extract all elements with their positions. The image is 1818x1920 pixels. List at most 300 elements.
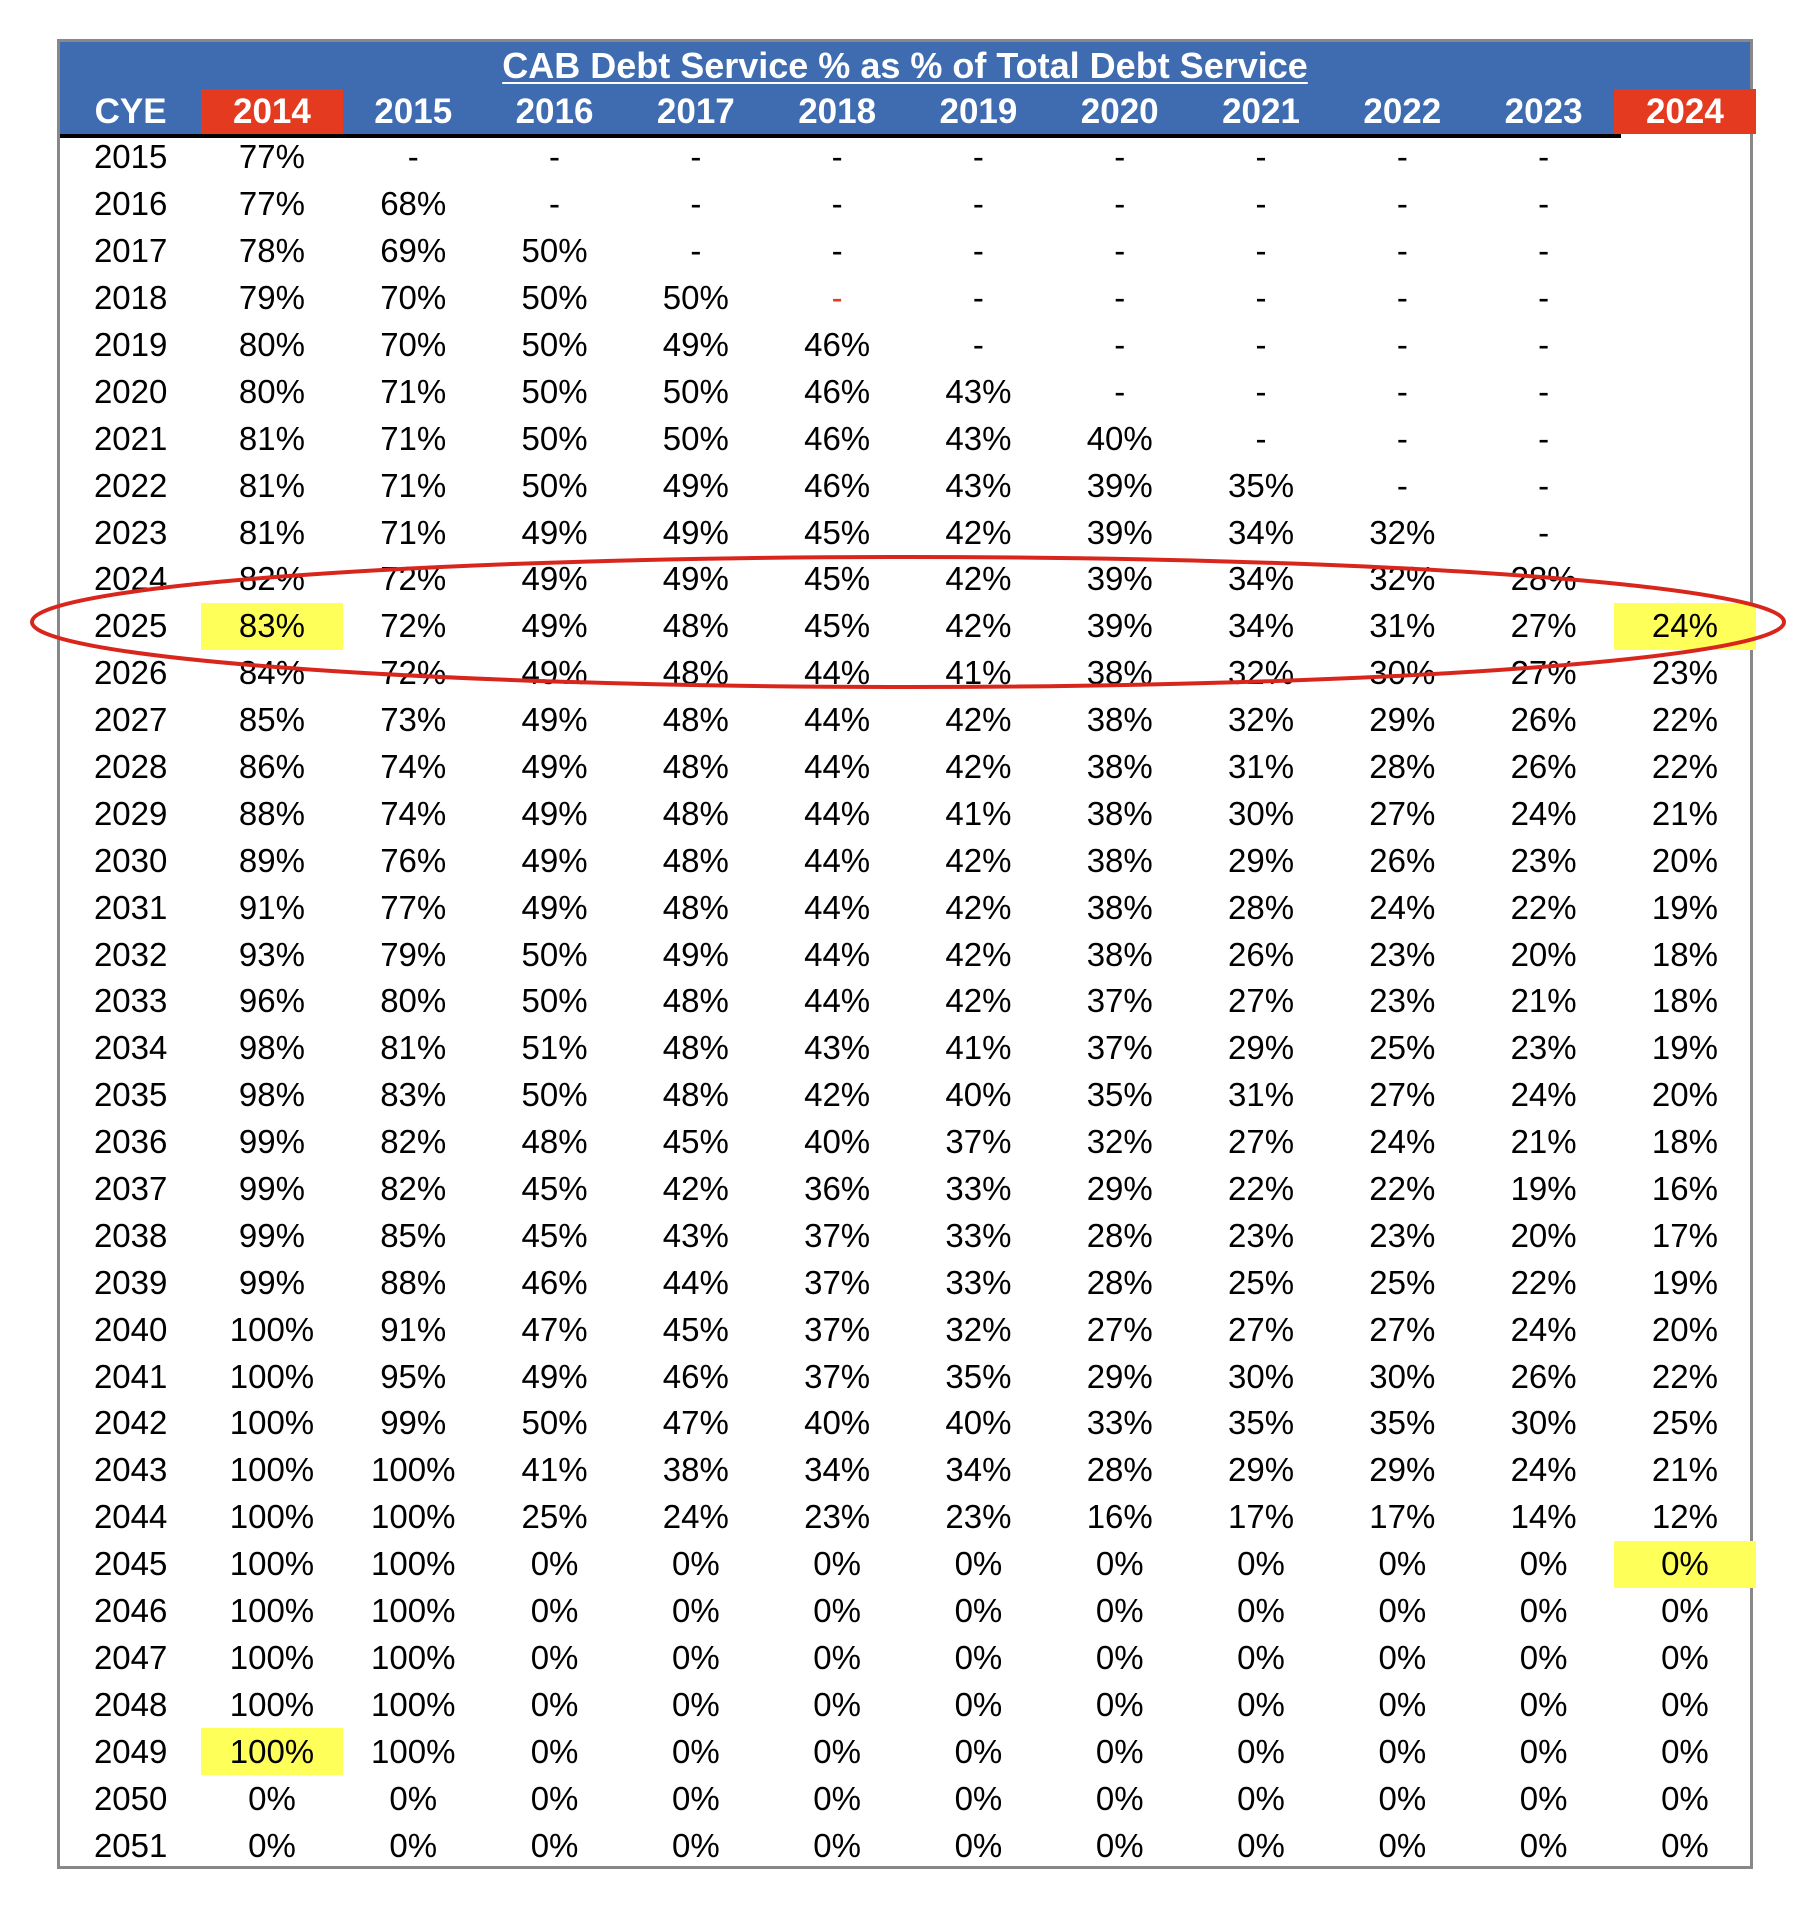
row-year: 2040	[93, 1310, 168, 1348]
table-cell: 38%	[1086, 841, 1153, 879]
table-cell: 22%	[1651, 1357, 1718, 1395]
table-cell: -	[972, 232, 984, 270]
table-cell: 25%	[1651, 1404, 1718, 1442]
table-cell: 0%	[671, 1592, 720, 1630]
table-row-2019	[60, 322, 1750, 369]
table-cell: -	[1255, 326, 1267, 363]
table-cell: 99%	[238, 1263, 305, 1301]
table-cell: -	[831, 185, 843, 223]
table-cell: 74%	[380, 794, 447, 832]
table-cell: 71%	[380, 419, 447, 457]
table-cell: 71%	[380, 466, 447, 504]
table-cell: 43%	[662, 1216, 729, 1254]
row-year: 2042	[93, 1404, 168, 1442]
row-year: 2047	[93, 1638, 168, 1676]
table-row-2037	[60, 1166, 1750, 1213]
table-row-2050	[60, 1775, 1750, 1822]
table-cell: 0%	[813, 1685, 861, 1723]
table-row-2023	[60, 509, 1750, 556]
table-cell: 44%	[804, 654, 871, 692]
table-cell: 29%	[1227, 1029, 1295, 1067]
table-cell: 69%	[380, 232, 447, 270]
row-year: 2050	[93, 1779, 168, 1817]
table-cell: -	[549, 138, 561, 176]
table-cell: 27%	[1227, 1310, 1295, 1348]
table-cell: 40%	[945, 1076, 1012, 1114]
table-cell: 72%	[380, 607, 447, 645]
table-cell: 28%	[1086, 1216, 1153, 1254]
table-cell: 0%	[248, 1826, 296, 1864]
table-cell: 0%	[1378, 1638, 1427, 1676]
table-cell: 33%	[1086, 1404, 1153, 1442]
table-cell: 48%	[662, 607, 729, 645]
table-cell: 45%	[662, 1123, 729, 1161]
table-cell: 79%	[380, 935, 447, 973]
table-cell: 37%	[804, 1310, 871, 1348]
table-cell: -	[1396, 279, 1408, 317]
table-cell: 0%	[1661, 1779, 1709, 1817]
table-cell: 42%	[945, 888, 1012, 926]
table-cell: -	[1114, 138, 1126, 176]
table-cell: 38%	[1086, 794, 1153, 832]
table-cell: 44%	[804, 794, 871, 832]
row-year: 2018	[93, 279, 168, 317]
table-cell: 0%	[530, 1685, 579, 1723]
header-row	[60, 89, 1750, 134]
table-cell: 19%	[1651, 888, 1718, 926]
table-cell: 30%	[1369, 654, 1436, 692]
table-cell: 34%	[1227, 560, 1295, 598]
row-year: 2021	[93, 419, 168, 457]
table-cell: 100%	[371, 1592, 456, 1630]
table-title-text: CAB Debt Service % as % of Total Debt Service	[502, 45, 1308, 86]
table-cell: 31%	[1369, 607, 1436, 645]
table-cell: 48%	[662, 1029, 729, 1067]
table-cell: 37%	[1086, 1029, 1153, 1067]
table-cell: 0%	[813, 1638, 861, 1676]
table-cell: 0%	[813, 1592, 861, 1630]
table-cell: 100%	[229, 1592, 315, 1630]
row-year: 2025	[93, 607, 168, 645]
table-cell: 37%	[804, 1357, 871, 1395]
table-cell: 98%	[238, 1076, 305, 1114]
table-cell: 27%	[1227, 982, 1295, 1020]
table-cell	[1614, 415, 1755, 462]
table-cell: 0%	[530, 1592, 579, 1630]
table-cell: 50%	[662, 279, 729, 317]
table-cell: 26%	[1510, 748, 1577, 786]
table-cell: 41%	[945, 1029, 1012, 1067]
table-cell: 33%	[945, 1170, 1012, 1208]
table-cell: 25%	[1369, 1029, 1436, 1067]
table-cell: -	[1396, 138, 1408, 176]
table-cell: 72%	[380, 560, 447, 598]
table-cell: -	[1396, 419, 1408, 457]
table-row-2046	[60, 1588, 1750, 1635]
table-cell: -	[1114, 279, 1126, 317]
table-cell: 0%	[1661, 1638, 1709, 1676]
row-year: 2032	[93, 935, 168, 973]
table-cell: 17%	[1651, 1216, 1718, 1254]
table-cell: 0%	[389, 1779, 438, 1817]
table-cell: 24%	[1369, 888, 1436, 926]
table-cell: 24%	[1614, 603, 1755, 650]
row-year: 2037	[93, 1170, 168, 1208]
table-cell: 43%	[945, 419, 1012, 457]
table-cell: 26%	[1227, 935, 1295, 973]
table-cell: 33%	[945, 1263, 1012, 1301]
table-cell: 83%	[201, 603, 342, 650]
table-cell: 12%	[1651, 1498, 1718, 1536]
header-year-2015: 2015	[374, 91, 453, 131]
table-row-2042	[60, 1400, 1750, 1447]
table-cell	[1614, 181, 1755, 228]
table-cell: 80%	[380, 982, 447, 1020]
table-cell: 0%	[671, 1826, 720, 1864]
table-cell: 71%	[380, 513, 447, 551]
table-cell: 81%	[238, 419, 305, 457]
header-cye: CYE	[94, 91, 167, 131]
row-year: 2017	[93, 232, 168, 270]
table-cell: 25%	[521, 1498, 588, 1536]
table-row-2027	[60, 697, 1750, 744]
table-cell: 0%	[1237, 1638, 1285, 1676]
header-year-2017: 2017	[656, 91, 735, 131]
row-year: 2030	[93, 841, 168, 879]
table-cell: 77%	[238, 138, 305, 176]
table-cell: 70%	[380, 279, 447, 317]
table-cell: 23%	[1227, 1216, 1295, 1254]
table-row-2018	[60, 275, 1750, 322]
table-cell: 18%	[1651, 982, 1718, 1020]
row-year: 2015	[93, 138, 168, 176]
table-row-2036	[60, 1119, 1750, 1166]
table-cell: 20%	[1651, 1076, 1718, 1114]
row-year: 2035	[93, 1076, 168, 1114]
table-cell: 14%	[1510, 1498, 1577, 1536]
table-cell: -	[1114, 326, 1126, 363]
header-year-2021: 2021	[1222, 91, 1300, 131]
table-cell: 49%	[521, 701, 588, 739]
table-title	[60, 42, 1750, 89]
table-row-2039	[60, 1259, 1750, 1306]
table-cell: 0%	[530, 1732, 579, 1770]
table-cell: 100%	[371, 1638, 456, 1676]
table-cell: 44%	[804, 888, 871, 926]
table-cell: 100%	[229, 1357, 315, 1395]
table-cell: 37%	[804, 1216, 871, 1254]
table-cell: -	[1538, 372, 1550, 410]
table-cell: 80%	[238, 326, 305, 363]
table-cell: -	[1255, 185, 1267, 223]
table-cell: 48%	[662, 748, 729, 786]
table-row-2041	[60, 1353, 1750, 1400]
table-cell: 35%	[1369, 1404, 1436, 1442]
table-cell: 0%	[530, 1545, 579, 1583]
table-cell: 72%	[380, 654, 447, 692]
table-cell: 16%	[1651, 1170, 1718, 1208]
table-cell: 50%	[521, 326, 588, 363]
header-year-2014: 2014	[201, 89, 342, 134]
table-cell: 39%	[1086, 560, 1153, 598]
table-cell: 98%	[238, 1029, 305, 1067]
table-cell: 48%	[662, 794, 729, 832]
table-cell: 18%	[1651, 935, 1718, 973]
table-cell: 44%	[804, 701, 871, 739]
header-year-2023: 2023	[1504, 91, 1583, 131]
table-cell: 17%	[1369, 1498, 1436, 1536]
header-year-2020: 2020	[1080, 91, 1159, 131]
table-cell: 100%	[371, 1498, 456, 1536]
table-row-2025	[60, 603, 1750, 650]
table-cell: 49%	[521, 654, 588, 692]
table-cell: 48%	[521, 1123, 588, 1161]
table-cell: 49%	[662, 513, 729, 551]
table-cell: 22%	[1510, 888, 1577, 926]
table-cell: 48%	[662, 1076, 729, 1114]
table-cell: 51%	[521, 1029, 588, 1067]
table-cell: 34%	[1227, 513, 1295, 551]
table-cell: 70%	[380, 326, 447, 363]
table-cell: 0%	[1095, 1732, 1144, 1770]
table-cell: 80%	[238, 372, 305, 410]
table-cell: 27%	[1369, 1076, 1436, 1114]
table-cell: 49%	[521, 560, 588, 598]
header-year-2022: 2022	[1363, 91, 1442, 131]
table-cell: 44%	[804, 841, 871, 879]
table-cell: 79%	[238, 279, 305, 317]
table-cell: 0%	[1661, 1685, 1709, 1723]
table-cell: 0%	[1519, 1779, 1568, 1817]
table-cell: 71%	[380, 372, 447, 410]
table-cell: 32%	[1227, 654, 1295, 692]
table-cell: 50%	[521, 1076, 588, 1114]
table-cell: -	[1538, 185, 1550, 223]
table-cell: 42%	[945, 982, 1012, 1020]
table-cell: 21%	[1510, 1123, 1577, 1161]
table-cell: 74%	[380, 748, 447, 786]
table-cell	[1614, 368, 1755, 415]
table-cell: 23%	[1510, 1029, 1577, 1067]
table-cell: 49%	[521, 748, 588, 786]
table-cell: 93%	[238, 935, 305, 973]
table-cell: 0%	[1378, 1592, 1427, 1630]
table-row-2022	[60, 462, 1750, 509]
table-cell: 37%	[1086, 982, 1153, 1020]
table-cell: 38%	[1086, 888, 1153, 926]
table-cell: 0%	[1378, 1685, 1427, 1723]
table-cell: 0%	[813, 1826, 861, 1864]
table-row-2031	[60, 884, 1750, 931]
table-row-2040	[60, 1306, 1750, 1353]
table-cell: 26%	[1369, 841, 1436, 879]
table-cell: 30%	[1510, 1404, 1577, 1442]
table-cell: 0%	[530, 1638, 579, 1676]
header-year-2024: 2024	[1614, 89, 1755, 134]
table-cell: 19%	[1510, 1170, 1577, 1208]
table-cell: 22%	[1651, 748, 1718, 786]
table-cell: 23%	[1369, 935, 1436, 973]
table-cell: 28%	[1086, 1451, 1153, 1489]
table-cell: 25%	[1227, 1263, 1295, 1301]
table-cell: -	[1538, 326, 1550, 363]
table-row-2021	[60, 415, 1750, 462]
table-cell: 29%	[1227, 1451, 1295, 1489]
table-cell: -	[690, 138, 702, 176]
table-cell: -	[972, 185, 984, 223]
row-year: 2044	[93, 1498, 168, 1536]
table-cell: 0%	[389, 1826, 438, 1864]
table-cell: 0%	[1095, 1826, 1144, 1864]
table-cell: 22%	[1227, 1170, 1295, 1208]
row-year: 2026	[93, 654, 168, 692]
table-cell: -	[690, 232, 702, 270]
table-cell: 0%	[1095, 1638, 1144, 1676]
table-cell: 35%	[1086, 1076, 1153, 1114]
table-cell: 0%	[1378, 1545, 1427, 1583]
table-cell: 49%	[662, 326, 729, 363]
table-cell: 27%	[1369, 1310, 1436, 1348]
table-cell: 42%	[945, 935, 1012, 973]
table-cell: 38%	[1086, 654, 1153, 692]
table-cell: 46%	[804, 419, 871, 457]
table-cell: 99%	[238, 1123, 305, 1161]
table-cell: 46%	[804, 372, 871, 410]
table-cell: 0%	[1519, 1592, 1568, 1630]
table-cell: -	[1396, 466, 1408, 504]
table-cell: 50%	[521, 982, 588, 1020]
table-row-2032	[60, 931, 1750, 978]
cab-debt-service-table	[57, 39, 1753, 1869]
row-year: 2041	[93, 1357, 168, 1395]
table-cell: 0%	[1519, 1638, 1568, 1676]
table-cell: 41%	[945, 794, 1012, 832]
table-cell: 0%	[1661, 1592, 1709, 1630]
table-cell: 24%	[1510, 1310, 1577, 1348]
table-cell: 34%	[804, 1451, 871, 1489]
table-cell: 0%	[954, 1826, 1003, 1864]
table-cell: -	[1538, 419, 1550, 457]
table-row-2030	[60, 837, 1750, 884]
table-cell: 23%	[1510, 841, 1577, 879]
table-cell: -	[831, 138, 843, 176]
table-cell: 29%	[1227, 841, 1295, 879]
table-cell: 19%	[1651, 1029, 1718, 1067]
table-cell: 0%	[1237, 1545, 1285, 1583]
table-cell: 39%	[1086, 607, 1153, 645]
table-cell: 81%	[380, 1029, 447, 1067]
table-cell: 37%	[804, 1263, 871, 1301]
table-cell: 0%	[671, 1685, 720, 1723]
table-cell: -	[972, 138, 984, 176]
table-row-2020	[60, 368, 1750, 415]
table-cell: 38%	[1086, 748, 1153, 786]
table-row-2034	[60, 1025, 1750, 1072]
table-cell: 46%	[804, 326, 871, 363]
table-cell: 0%	[1237, 1592, 1285, 1630]
table-cell: 88%	[380, 1263, 447, 1301]
table-cell: 34%	[945, 1451, 1012, 1489]
table-cell: 100%	[371, 1685, 456, 1723]
table-cell: 88%	[238, 794, 305, 832]
table-cell: 26%	[1510, 701, 1577, 739]
table-cell: 45%	[804, 607, 871, 645]
table-cell: 45%	[521, 1170, 588, 1208]
table-cell: 100%	[201, 1728, 342, 1775]
table-cell: 0%	[1237, 1732, 1285, 1770]
table-cell: 91%	[238, 888, 305, 926]
table-row-2026	[60, 650, 1750, 697]
table-cell: -	[831, 232, 843, 270]
table-cell: 0%	[671, 1779, 720, 1817]
header-year-2019: 2019	[939, 91, 1018, 131]
table-cell: 0%	[530, 1779, 579, 1817]
table-row-2047	[60, 1635, 1750, 1682]
table-cell: 100%	[229, 1545, 315, 1583]
table-cell: 21%	[1651, 794, 1718, 832]
table-row-2049	[60, 1728, 1750, 1775]
table-cell: 45%	[521, 1216, 588, 1254]
table-cell: 43%	[945, 372, 1012, 410]
table-cell: 49%	[521, 841, 588, 879]
row-year: 2019	[93, 326, 168, 363]
table-row-2035	[60, 1072, 1750, 1119]
table-cell: 48%	[662, 701, 729, 739]
table-cell: 38%	[1086, 701, 1153, 739]
table-cell: 47%	[662, 1404, 729, 1442]
table-cell: 31%	[1227, 1076, 1295, 1114]
table-cell: 49%	[521, 794, 588, 832]
table-cell: 40%	[804, 1123, 871, 1161]
table-cell	[1614, 462, 1755, 509]
table-cell: -	[1396, 326, 1408, 363]
table-cell: 48%	[662, 982, 729, 1020]
table-cell: 0%	[1519, 1732, 1568, 1770]
row-year: 2016	[93, 185, 168, 223]
table-cell: 0%	[671, 1732, 720, 1770]
table-cell: 81%	[238, 466, 305, 504]
table-cell: 32%	[945, 1310, 1012, 1348]
table-cell: 50%	[521, 419, 588, 457]
table-row-2043	[60, 1447, 1750, 1494]
table-cell: 37%	[945, 1123, 1012, 1161]
table-cell: 20%	[1510, 1216, 1577, 1254]
table-cell: 27%	[1227, 1123, 1295, 1161]
header-year-2016: 2016	[515, 91, 594, 131]
table-cell: 82%	[380, 1123, 447, 1161]
table-cell: -	[1396, 372, 1408, 410]
table-cell: 42%	[945, 560, 1012, 598]
table-cell: 42%	[945, 748, 1012, 786]
table-cell: -	[549, 185, 561, 223]
table-cell: 46%	[521, 1263, 588, 1301]
table-cell: 0%	[954, 1685, 1003, 1723]
row-year: 2029	[93, 794, 168, 832]
table-cell: 95%	[380, 1357, 447, 1395]
row-year: 2046	[93, 1592, 168, 1630]
table-cell: 29%	[1369, 1451, 1436, 1489]
table-cell: 34%	[1227, 607, 1295, 645]
table-cell: 49%	[521, 888, 588, 926]
table-cell: -	[1538, 138, 1550, 176]
row-year: 2033	[93, 982, 168, 1020]
table-cell: 35%	[1227, 466, 1295, 504]
table-cell: 0%	[1519, 1545, 1568, 1583]
table-cell: -	[1538, 279, 1550, 317]
table-cell: 99%	[238, 1216, 305, 1254]
table-cell: 49%	[521, 607, 588, 645]
table-cell: 24%	[1510, 1076, 1577, 1114]
